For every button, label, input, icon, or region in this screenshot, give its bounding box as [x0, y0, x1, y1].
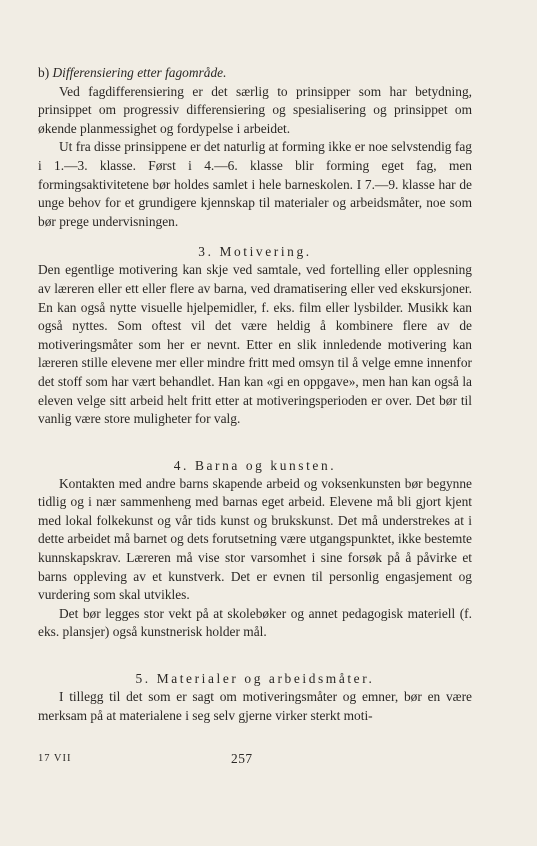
section-heading-barna-og-kunsten: 4. Barna og kunsten. — [173, 457, 337, 473]
subsection-label: b) — [38, 65, 50, 80]
paragraph: Den egentlige motivering kan skje ved samtale, ved fortelling eller opplesning av læreren eller ett eller flere av barna, ved dramatisering eller ved ekskursjoner. En kan også nytte visuelle hjelpemidler, f. eks. film eller lysbilder. Musikk kan også nyttes. Som oftest vil det være heldig å kombinere flere av de motiveringsmåter som her er nevnt. Etter en slik innledende motivering kan læreren stille elevene mer eller mindre fritt med omsyn til å velge emne innenfor det stoff som har vært behandlet. Han kan «gi en oppgave», men han kan også la eleven velge sitt arbeid helt fritt etter at motiveringsperioden er over. Det bør til vanlig være store muligheter for valg. — [38, 262, 472, 427]
subsection-heading-b — [38, 64, 472, 83]
paragraph: I tillegg til det som er sagt om motiveringsmåter og emner, bør en være merksam på at materialene i seg selv gjerne virker sterkt moti- — [38, 689, 472, 723]
section-heading-materialer: 5. Materialer og arbeidsmåter. — [135, 671, 375, 687]
section-heading-motivering: 3. Motivering. — [198, 244, 312, 260]
paragraph: Kontakten med andre barns skapende arbeid og voksenkunsten bør begynne tidlig og i nær sammenheng med barnas eget arbeid. Elevene må bli gjort kjent med lokal folkekunst og vår tids kunst og brukskunst. Det må understrekes at i dette arbeidet må barnet og dets forutsetning være utgangspunktet, ikke bestemte kunnskapskrav. Læreren må vise stor varsomhet i sine forsøk på å påvirke et barns oppleving av et kunstverk. Det er evnen til personlig engasjement og vurdering som skal utvikles. — [38, 475, 472, 603]
page-body — [38, 64, 472, 725]
signature-mark: 17 VII — [38, 753, 72, 764]
subsection-title: Differensiering etter fagområde. — [52, 65, 227, 80]
page-number: 257 — [231, 751, 253, 766]
paragraph: Det bør legges stor vekt på at skolebøker og annet pedagogisk materiell (f. eks. plansjer) også kunstnerisk holder mål. — [38, 605, 472, 640]
paragraph: Ved fagdifferensiering er det særlig to prinsipper som har betydning, prinsippet om progressiv differensiering og spesialisering og prinsippet om økende planmessighet og fordypelse i arbeidet. — [38, 83, 472, 136]
paragraph: Ut fra disse prinsippene er det naturlig at forming ikke er noe selvstendig fag i 1.—3. klasse. Først i 4.—6. klasse blir forming eget fag, men formingsaktivitetene bør holdes samlet i hele barneskolen. I 7.—9. klasse har de unge behov for et grundigere kjennskap til materialer og arbeidsmåter, noe som bør prege undervisningen. — [38, 139, 472, 229]
